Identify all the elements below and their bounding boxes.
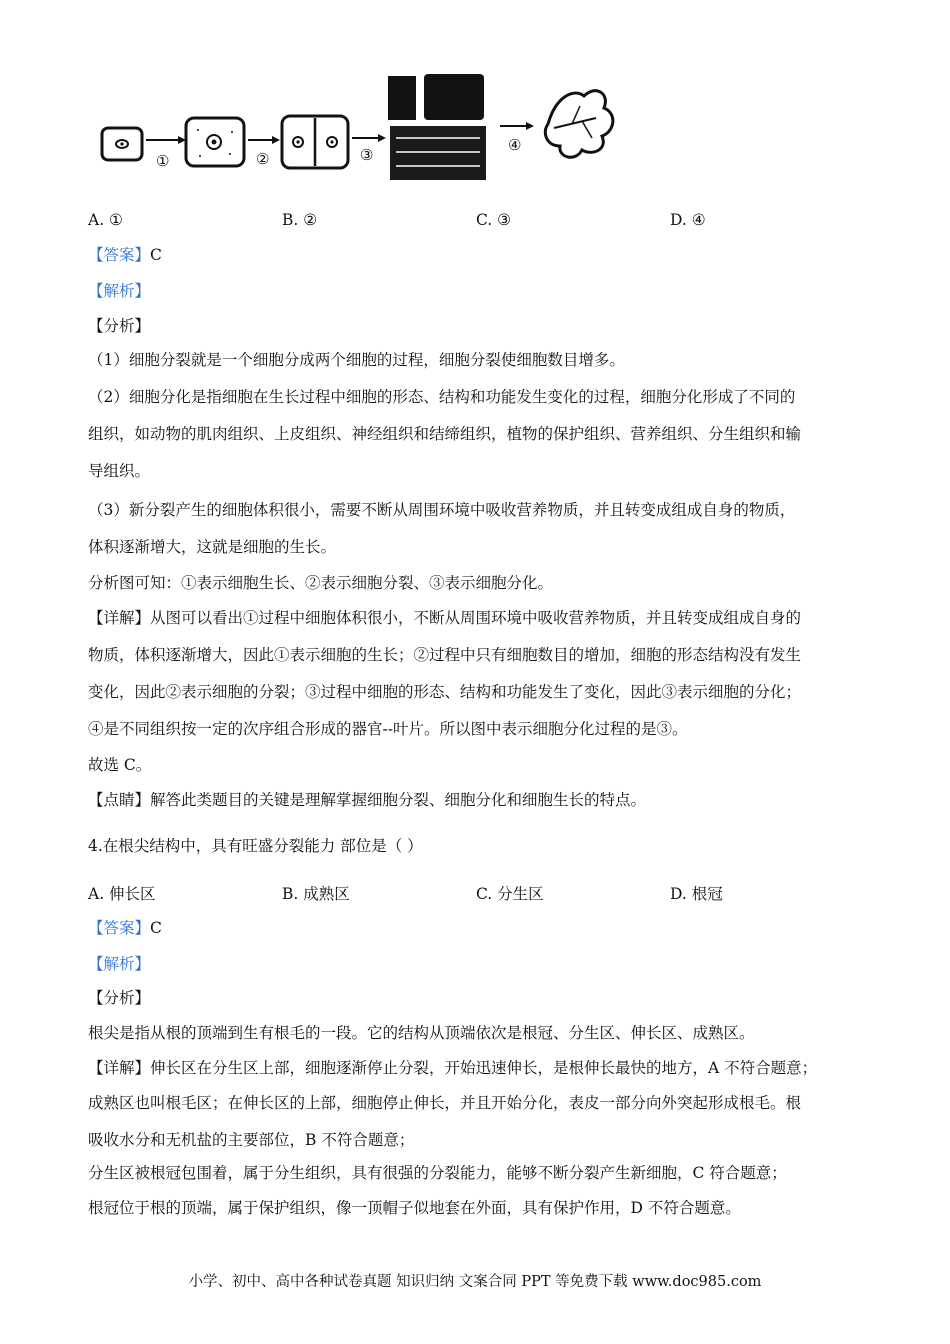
arrow-label-3: ③ [360, 146, 374, 164]
tissues [388, 74, 486, 180]
xiangjie-text: 伸长区在分生区上部，细胞逐渐停止分裂，开始迅速伸长，是根伸长最快的地方，A 不符合题意； [150, 1059, 818, 1077]
q3-option-a: A. ① [88, 211, 123, 229]
dianjing-tag: 【点睛】 [88, 791, 151, 809]
q3-dianjing [88, 790, 646, 810]
leaf [545, 91, 613, 158]
q3-fenxi-tag: 【分析】 [88, 317, 151, 335]
q3-xiangjie-line: 物质，体积逐渐增大，因此①表示细胞的生长；②过程中只有细胞数目的增加，细胞的形态结构没有发生 [88, 646, 802, 664]
answer-tag: 【答案】 [88, 246, 151, 264]
q3-fenxi-line: 体积逐渐增大，这就是细胞的生长。 [88, 538, 337, 556]
answer-value: C [150, 246, 162, 264]
q4-fenxi: 根尖是指从根的顶端到生有根毛的一段。它的结构从顶端依次是根冠、分生区、伸长区、成熟区。 [88, 1024, 755, 1042]
q3-fenxi-line: 组织，如动物的肌肉组织、上皮组织、神经组织和结缔组织，植物的保护组织、营养组织、分生组织和输 [88, 425, 802, 443]
q3-fenxi-line: （3）新分裂产生的细胞体积很小，需要不断从周围环境中吸收营养物质，并且转变成组成自身的物质， [88, 501, 796, 519]
q3-fenxi-line: （2）细胞分化是指细胞在生长过程中细胞的形态、结构和功能发生变化的过程，细胞分化形成了不同的 [88, 388, 796, 406]
q4-fenxi-tag: 【分析】 [88, 989, 151, 1007]
q3-option-b: B. ② [282, 211, 318, 229]
q3-option-d: D. ④ [670, 211, 706, 229]
q4-xiangjie-line: 成熟区也叫根毛区；在伸长区的上部，细胞停止伸长，并且开始分化，表皮一部分向外突起形成根毛。根 [88, 1094, 802, 1112]
q4-question: 4.在根尖结构中，具有旺盛分裂能力 部位是（ ） [88, 837, 423, 855]
arrow-label-4: ④ [508, 136, 522, 154]
q3-fenxi-line: 导组织。 [88, 462, 151, 480]
xiangjie-tag: 【详解】 [88, 609, 151, 627]
small-cell [102, 128, 142, 160]
q4-option-d: D. 根冠 [670, 885, 723, 903]
q3-xiangjie-line [88, 608, 801, 628]
q4-xiangjie-line: 分生区被根冠包围着，属于分生组织，具有很强的分裂能力，能够不断分裂产生新细胞，C 符合题意； [88, 1164, 787, 1182]
q4-xiangjie-line: 吸收水分和无机盐的主要部位，B 不符合题意； [88, 1131, 415, 1149]
q4-option-b: B. 成熟区 [282, 885, 350, 903]
arrow-label-1: ① [156, 152, 170, 170]
arrow-label-2: ② [256, 150, 270, 168]
page-footer: 小学、初中、高中各种试卷真题 知识归纳 文案合同 PPT 等免费下载 www.doc985.com [188, 1274, 762, 1290]
q3-answer [88, 245, 162, 265]
answer-value: C [150, 919, 162, 937]
q3-option-c: C. ③ [476, 211, 512, 229]
q4-xiangjie-line: 根冠位于根的顶端，属于保护组织，像一顶帽子似地套在外面，具有保护作用，D 不符合题意。 [88, 1199, 741, 1217]
q3-fenxi-line: 分析图可知：①表示细胞生长、②表示细胞分裂、③表示细胞分化。 [88, 574, 554, 592]
grown-cell [186, 118, 244, 166]
xiangjie-text: 从图可以看出①过程中细胞体积很小，不断从周围环境中吸收营养物质，并且转变成组成自身的 [150, 609, 802, 627]
divided-cells [282, 116, 348, 168]
q4-option-a: A. 伸长区 [88, 885, 156, 903]
q3-fenxi-line: （1）细胞分裂就是一个细胞分成两个细胞的过程，细胞分裂使细胞数目增多。 [88, 351, 625, 369]
q4-jiexi-tag: 【解析】 [88, 955, 151, 973]
q4-option-c: C. 分生区 [476, 885, 544, 903]
q4-answer [88, 918, 162, 938]
q3-jiexi-tag: 【解析】 [88, 282, 151, 300]
dianjing-text: 解答此类题目的关键是理解掌握细胞分裂、细胞分化和细胞生长的特点。 [150, 791, 647, 809]
answer-tag: 【答案】 [88, 919, 151, 937]
q4-xiangjie-line [88, 1058, 817, 1078]
q3-xiangjie-line: ④是不同组织按一定的次序组合形成的器官--叶片。所以图中表示细胞分化过程的是③。 [88, 720, 688, 738]
xiangjie-tag: 【详解】 [88, 1059, 151, 1077]
q3-conclusion: 故选 C。 [88, 756, 152, 774]
q3-xiangjie-line: 变化，因此②表示细胞的分裂；③过程中细胞的形态、结构和功能发生了变化，因此③表示细胞的分化； [88, 683, 802, 701]
cell-process-figure [96, 66, 626, 191]
